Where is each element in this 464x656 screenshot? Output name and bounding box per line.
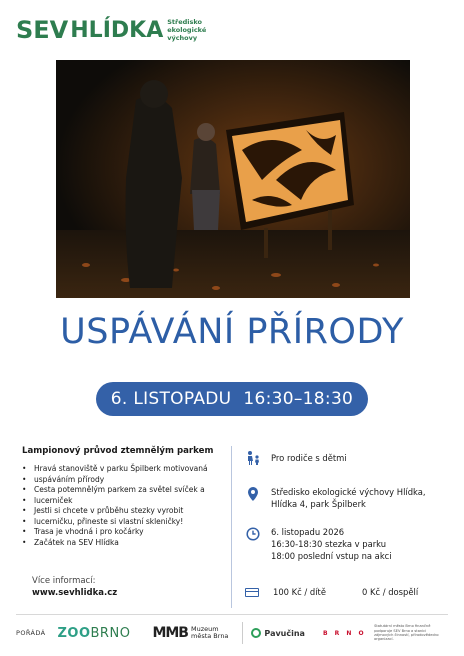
event-photo bbox=[56, 60, 410, 298]
event-time: 16:30–18:30 bbox=[243, 389, 354, 409]
logo-sub-line: Středisko bbox=[167, 18, 202, 26]
location-pin-icon-svg bbox=[246, 486, 260, 502]
datetime-line: 16:30-18:30 stezka v parku bbox=[271, 539, 387, 549]
logo-sub-line: ekologické bbox=[167, 26, 207, 34]
price-row bbox=[245, 584, 445, 600]
list-item bbox=[22, 475, 222, 486]
list-item: • Trasa je vhodná i pro kočárky bbox=[22, 527, 222, 538]
footer-divider bbox=[16, 614, 448, 615]
audience-text: Pro rodiče s dětmi bbox=[271, 453, 347, 463]
family-icon-svg bbox=[245, 450, 261, 466]
organizer-label: POŘÁDÁ bbox=[16, 629, 46, 637]
logo-hlidka: HLÍDKA bbox=[70, 17, 164, 43]
datetime-line: 6. listopadu 2026 bbox=[271, 527, 345, 537]
museum-logo-mark: MMB bbox=[152, 625, 188, 641]
event-date: 6. LISTOPADU bbox=[110, 389, 232, 409]
price-child: 100 Kč / dítě bbox=[273, 587, 326, 597]
list-item-cont: uspáváním přírody bbox=[34, 474, 105, 484]
datetime-line: 18:00 poslední vstup na akci bbox=[271, 551, 392, 561]
statutory-note: Statutární město Brno finančně podporuje SEV Brno a stanici zájmových činností, přírodovědecko organizací. bbox=[374, 624, 439, 642]
footer-vertical-divider bbox=[242, 622, 243, 644]
logo-subtitle bbox=[167, 18, 206, 42]
page-title: USPÁVÁNÍ PŘÍRODY bbox=[60, 312, 404, 352]
list-item: • Začátek na SEV Hlídka bbox=[22, 538, 222, 549]
payment-card-icon bbox=[245, 588, 259, 597]
datetime-row bbox=[245, 526, 392, 562]
event-description bbox=[22, 446, 222, 548]
list-item-cont: lucerničku, přineste si vlastní skleničky! bbox=[34, 516, 184, 526]
location-text bbox=[271, 486, 426, 510]
header bbox=[16, 14, 206, 46]
location-pin-icon bbox=[245, 486, 261, 502]
list-item-cont: lucerniček bbox=[34, 495, 73, 505]
footer bbox=[16, 622, 456, 644]
museum-line: Muzeum bbox=[190, 625, 219, 633]
location-line: Hlídka 4, park Špilberk bbox=[271, 499, 366, 509]
city-brno-logo: B R N O bbox=[322, 629, 367, 637]
website-link[interactable]: www.sevhlidka.cz bbox=[32, 588, 118, 598]
list-item bbox=[22, 517, 222, 528]
location-row bbox=[245, 486, 426, 510]
pavucina-logo: Pavučina bbox=[264, 628, 305, 638]
museum-logo-text bbox=[191, 626, 228, 640]
audience-row bbox=[245, 450, 347, 466]
list-item: • Hravá stanoviště v parku Špilberk motivovaná bbox=[22, 464, 222, 475]
clock-icon bbox=[245, 526, 261, 542]
zoo-brno-logo: ZOO bbox=[57, 625, 91, 641]
lantern-scene-illustration bbox=[56, 60, 410, 298]
clock-icon-svg bbox=[246, 527, 260, 541]
pavucina-logo-icon bbox=[251, 628, 261, 638]
zoo-brno-logo-text: BRNO bbox=[90, 625, 131, 641]
list-item: • Cesta potemnělým parkem za světel svíček a bbox=[22, 485, 222, 496]
date-time-badge bbox=[96, 382, 368, 416]
family-icon bbox=[245, 450, 261, 466]
logo-sev: SEV bbox=[16, 16, 69, 44]
list-item bbox=[22, 496, 222, 507]
more-info-label: Více informací: bbox=[32, 576, 96, 586]
list-item: • Jestli si chcete v průběhu stezky vyrobit bbox=[22, 506, 222, 517]
event-feature-list bbox=[22, 464, 222, 548]
museum-line: města Brna bbox=[190, 632, 229, 640]
location-line: Středisko ekologické výchovy Hlídka, bbox=[271, 487, 426, 497]
event-heading: Lampionový průvod ztemnělým parkem bbox=[22, 446, 214, 456]
logo-sub-line: výchovy bbox=[167, 34, 198, 42]
column-divider bbox=[231, 446, 232, 608]
price-adult: 0 Kč / dospělí bbox=[361, 587, 419, 597]
datetime-text bbox=[271, 526, 392, 562]
